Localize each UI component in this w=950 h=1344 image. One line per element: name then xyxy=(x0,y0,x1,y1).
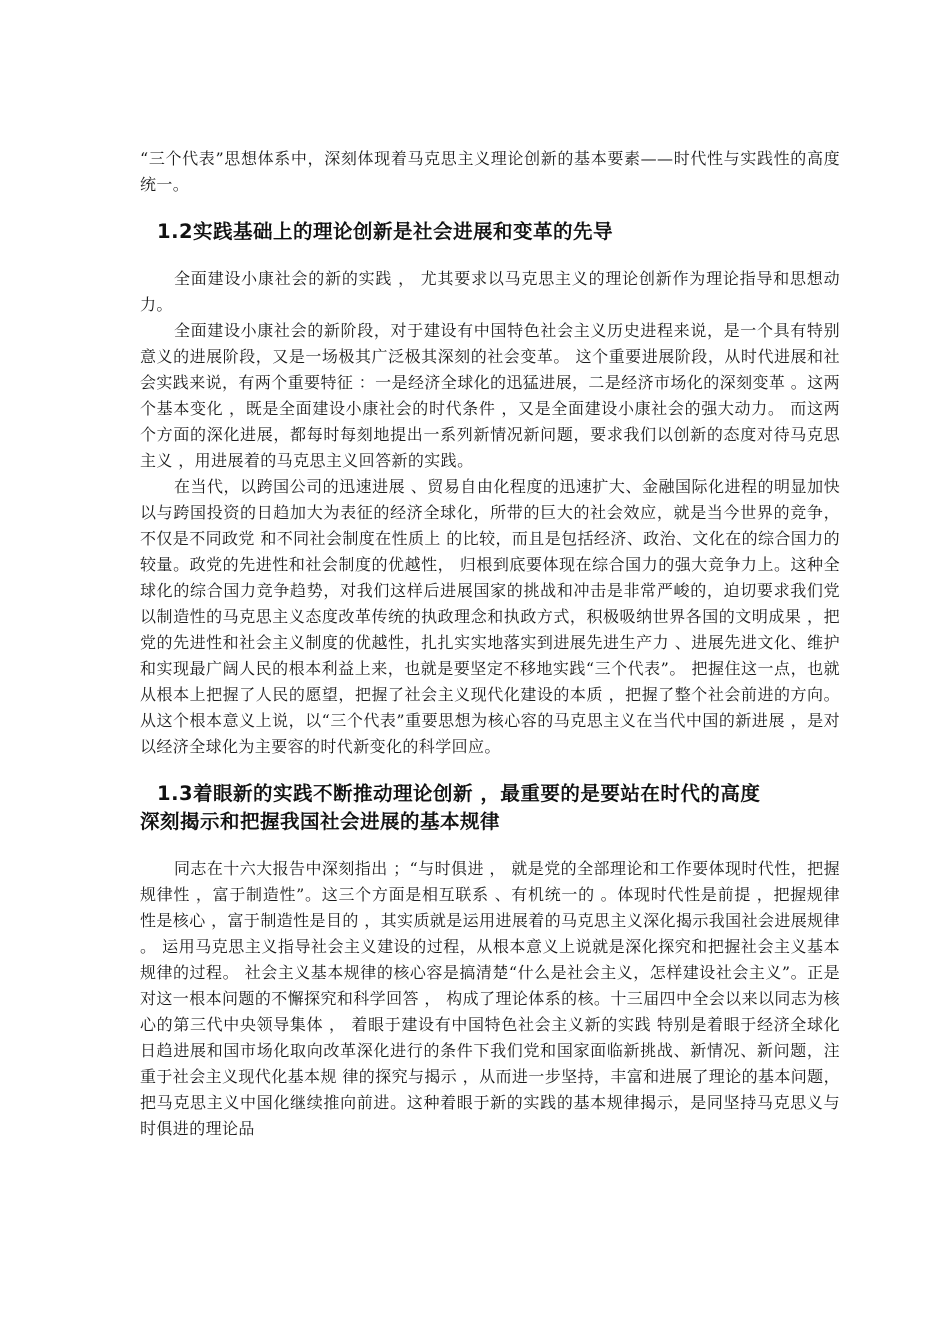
section-1-2-paragraph-2: 全面建设小康社会的新阶段，对于建设有中国特色社会主义历史进程来说，是一个具有特别意义的进展阶段，又是一场极其广泛极其深刻的社会变革。 这个重要进展阶段，从时代进展和社会实践来说，有两个重要特征 ：一是经济全球化的迅猛进展，二是经济市场化的深刻变革 。这两个基本变化 ，既是全面建设小康社会的时代条件 ，又是全面建设小康社会的强大动力。 而这两个方面的深化进展，都每时每刻地提出一系列新情况新问题，要求我们以创新的态度对待马克思主义 ，用进展着的马克思主义回答新的实践。 xyxy=(140,321,840,470)
section-1-3-paragraph-1: 同志在十六大报告中深刻指出 ；“与时俱进 ， 就是党的全部理论和工作要体现时代性，把握规律性 ，富于制造性”。这三个方面是相互联系 、有机统一的 。体现时代性是前提 ，把握规律性是核心 ，富于制造性是目的 ，其实质就是运用进展着的马克思主义深化揭示我国社会进展规律 。 运用马克思主义指导社会主义建设的过程，从根本意义上说就是深化探究和把握社会主义基本规律的过程。 社会主义基本规律的核心容是搞清楚“什么是社会主义，怎样建设社会主义”。正是对这一根本问题的不懈探究和科学回答 ， 构成了理论体系的核。十三届四中全会以来以同志为核心的第三代中央领导集体 ， 着眼于建设有中国特色社会主义新的实践 特别是着眼于经济全球化日趋进展和国市场化取向改革深化进行的条件下我们党和国家面临新挑战、新情况、新问题，注重于社会主义现代化基本规 律的探究与揭示 ，从而进一步坚持，丰富和进展了理论的基本问题，把马克思主义中国化继续推向前进。这种着眼于新的实践的基本规律揭示，是同坚持马克思义与时俱进的理论品 xyxy=(140,859,840,1138)
intro-paragraph: “三个代表”思想体系中，深刻体现着马克思主义理论创新的基本要素——时代性与实践性的高度统一。 xyxy=(140,149,840,194)
document-body xyxy=(140,146,840,1142)
section-1-2-paragraph-1: 全面建设小康社会的新的实践 ， 尤其要求以马克思主义的理论创新作为理论指导和思想动力。 xyxy=(140,269,840,314)
section-1-2-paragraph-3: 在当代，以跨国公司的迅速进展 、贸易自由化程度的迅速扩大、金融国际化进程的明显加快以与跨国投资的日趋加大为表征的经济全球化，所带的巨大的社会效应，就是当今世界的竞争，不仅是不同政党 和不同社会制度在性质上 的比较，而且是包括经济、政治、文化在的综合国力的较量。政党的先进性和社会制度的优越性， 归根到底要体现在综合国力的强大竞争力上。这种全球化的综合国力竞争趋势，对我们这样后进展国家的挑战和冲击是非常严峻的，迫切要求我们党以制造性的马克思主义态度改革传统的执政理念和执政方式，积极吸纳世界各国的文明成果 ，把党的先进性和社会主义制度的优越性，扎扎实实地落实到进展先进生产力 、进展先进文化、维护和实现最广阔人民的根本利益上来，也就是要坚定不移地实践“三个代表”。 把握住这一点，也就从根本上把握了人民的愿望，把握了社会主义现代化建设的本质 ，把握了整个社会前进的方向。从这个根本意义上说，以“三个代表”重要思想为核心容的马克思主义在当代中国的新进展 ，是对以经济全球化为主要容的时代新变化的科学回应。 xyxy=(140,477,840,756)
section-1-3-heading-line-2: 深刻揭示和把握我国社会进展的基本规律 xyxy=(140,810,501,833)
section-1-2-heading: 1.2实践基础上的理论创新是社会进展和变革的先导 xyxy=(157,220,614,243)
section-1-3-heading-line-1: 1.3着眼新的实践不断推动理论创新 ，最重要的是要站在时代的高度 xyxy=(157,782,761,805)
section-1-3-heading xyxy=(140,780,840,836)
